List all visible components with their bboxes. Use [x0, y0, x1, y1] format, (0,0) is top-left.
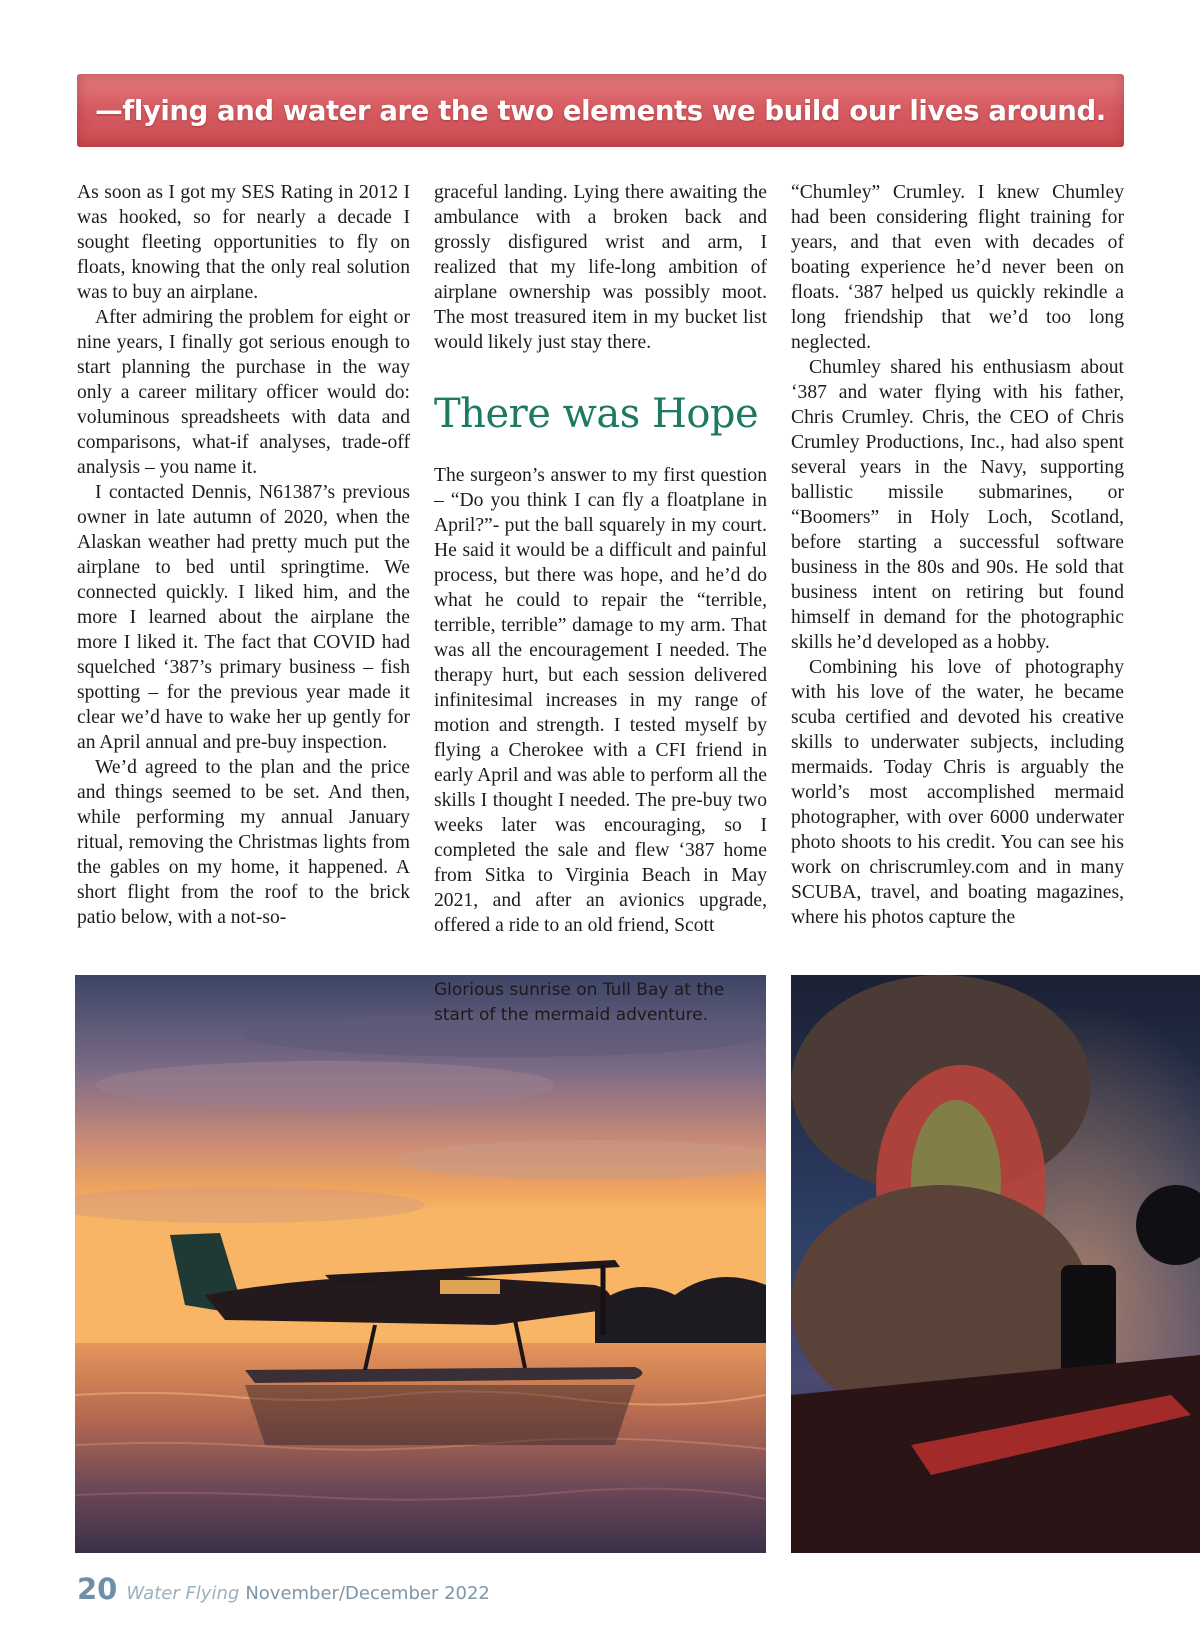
pull-quote-text: —flying and water are the two elements we build our lives around. — [95, 94, 1106, 127]
paragraph: I contacted Dennis, N61387’s previous owner in late autumn of 2020, when the Alaskan weather had pretty much put the airplane to bed until springtime. We connected quickly. I liked him, and the more I learned about the airplane the more I liked it. The fact that COVID had squelched ‘387’s primary business – fish spotting – for the previous year made it clear we’d have to wake her up gently for an April annual and pre-buy inspection. — [77, 482, 410, 753]
paragraph: The surgeon’s answer to my first question – “Do you think I can fly a floatplane in April?”- put the ball squarely in my court. He said it would be a difficult and painful process, but there was hope, and he’d do what he could to repair the “terrible, terrible, terrible” damage to my arm. That was all the encouragement I needed. The therapy hurt, but each session delivered infinitesimal increases in my range of motion and strength. I tested myself by flying a Cherokee with a CFI friend in early April and was able to perform all the skills I thought I needed. The pre-buy two weeks later was encouraging, so I completed the sale and flew ‘387 home from Sitka to Virginia Beach in May 2021, and after an avionics upgrade, offered a ride to an old friend, Scott — [434, 465, 767, 936]
publication-name: Water Flying — [126, 1583, 240, 1604]
floatplane-sunrise-photo — [75, 975, 766, 1553]
article-column-2 — [434, 180, 767, 938]
paragraph: We’d agreed to the plan and the price and things seemed to be set. And then, while performing my annual January ritual, removing the Christmas lights from the gables on my home, it happened. A short flight from the roof to the brick patio below, with a not-so- — [77, 757, 410, 928]
photo-caption: Glorious sunrise on Tull Bay at the start of the mermaid adventure. — [434, 980, 725, 1025]
cockpit-night-photo — [791, 975, 1200, 1553]
paragraph: As soon as I got my SES Rating in 2012 I was hooked, so for nearly a decade I sought fleeting opportunities to fly on floats, knowing that the only real solution was to buy an airplane. — [77, 182, 410, 303]
section-heading: There was Hope — [434, 391, 759, 437]
page-number: 20 — [77, 1572, 118, 1606]
article-column-1 — [77, 180, 410, 930]
pull-quote-banner — [77, 74, 1124, 147]
paragraph: Chumley shared his enthusiasm about ‘387 and water flying with his father, Chris Crumley. Chris, the CEO of Chris Crumley Productions, Inc., had also spent several years in the Navy, supporting ballistic missile submarines, or “Boomers” in Holy Loch, Scotland, before starting a successful software business in the 80s and 90s. He sold that business intent on retiring but found himself in demand for the photographic skills he’d developed as a hobby. — [791, 357, 1124, 653]
paragraph: “Chumley” Crumley. I knew Chumley had been considering flight training for years, and that even with decades of boating experience he’d never been on floats. ‘387 helped us quickly rekindle a long friendship that we’d too long neglected. — [791, 182, 1124, 353]
paragraph: graceful landing. Lying there awaiting the ambulance with a broken back and grossly disfigured wrist and arm, I realized that my life-long ambition of airplane ownership was possibly moot. The most treasured item in my bucket list would likely just stay there. — [434, 182, 767, 353]
paragraph: After admiring the problem for eight or nine years, I finally got serious enough to start planning the purchase in the way only a career military officer would do: voluminous spreadsheets with data and comparisons, what-if analyses, trade-off analysis – you name it. — [77, 307, 410, 478]
paragraph: Combining his love of photography with his love of the water, he became scuba certified and devoted his creative skills to underwater subjects, including mermaids. Today Chris is arguably the world’s most accomplished mermaid photographer, with over 6000 underwater photo shoots to his credit. You can see his work on chriscrumley.com and in many SCUBA, travel, and boating magazines, where his photos capture the — [791, 657, 1124, 928]
article-column-3 — [791, 180, 1124, 930]
page-footer — [77, 1572, 490, 1612]
issue-date: November/December 2022 — [245, 1583, 490, 1604]
